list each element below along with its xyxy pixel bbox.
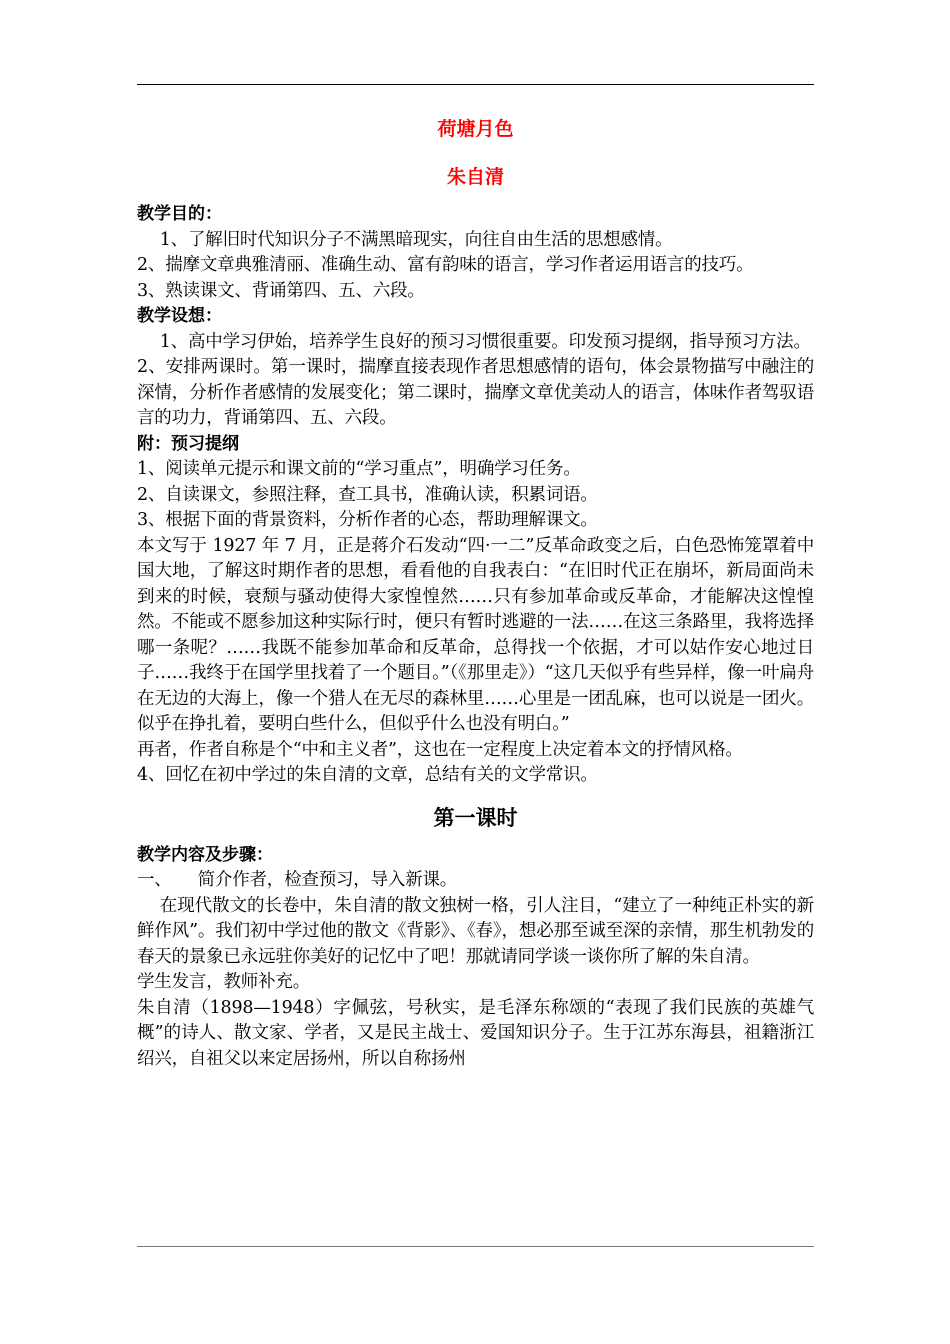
document-body (137, 116, 814, 1072)
background-paragraph: 再者，作者自称是个“中和主义者”，这也在一定程度上决定着本文的抒情风格。 (137, 739, 743, 760)
outline-item: 2、自读课文，参照注释，查工具书，准确认读，积累词语。 (137, 484, 598, 505)
lesson-heading: 教学内容及步骤： (137, 844, 273, 865)
step-number: 一、 (137, 870, 172, 890)
author-name: 朱自清 (446, 166, 504, 188)
lesson-paragraph: 在现代散文的长卷中，朱自清的散文独树一格，引人注目，“建立了一种纯正朴实的新鲜作风”。我们初中学过他的散文《背影》、《春》，想必那至诚至深的亲情，那生机勃发的春天的景象已永远驻你美好的记忆中了吧！那就请同学谈一谈你所了解的朱自清。 (137, 895, 814, 967)
design-item: 1、高中学习伊始，培养学生良好的预习习惯很重要。印发预习提纲，指导预习方法。 (159, 331, 811, 352)
outline-item: 1、阅读单元提示和课文前的“学习重点”，明确学习任务。 (137, 459, 581, 479)
outline-heading: 附：预习提纲 (137, 433, 239, 454)
goal-item: 1、了解旧时代知识分子不满黑暗现实，向往自由生活的思想感情。 (159, 229, 673, 250)
lesson-step (137, 868, 814, 894)
background-paragraph: 本文写于 1927 年 7 月，正是蒋介石发动“四·一二”反革命政变之后，白色恐怖笼罩着中国大地，了解这时期作者的思想，看看他的自我表白：“在旧时代正在崩坏，新局面尚未到来的时候，衰颓与骚动使得大家惶惶然……只有参加革命或反革命，才能解决这惶惶然。不能或不愿参加这种实际行时，便只有暂时逃避的一法……在这三条路里，我将选择哪一条呢？……我既不能参加革命和反革命，总得找一个依据，才可以姑作安心地过日子……我终于在国学里找着了一个题目。”（《那里走》）“这几天似乎有些异样，像一叶扁舟在无边的大海上，像一个猎人在无尽的森林里……心里是一团乱麻，也可以说是一团火。似乎在挣扎着，要明白些什么，但似乎什么也没有明白。” (137, 535, 814, 734)
design-item: 2、安排两课时。第一课时，揣摩直接表现作者思想感情的语句，体会景物描写中融注的深情，分析作者感情的发展变化；第二课时，揣摩文章优美动人的语言，体味作者驾驭语言的功力，背诵第四、五、六段。 (137, 357, 814, 428)
goal-item: 3、熟读课文、背诵第四、五、六段。 (137, 280, 425, 301)
step-text: 简介作者，检查预习，导入新课。 (197, 870, 458, 890)
lesson-title: 第一课时 (433, 805, 518, 830)
header-rule (137, 84, 814, 85)
document-title: 荷塘月色 (437, 118, 514, 140)
lesson-paragraph: 朱自清（1898—1948）字佩弦，号秋实，是毛泽东称颂的“表现了我们民族的英雄气概”的诗人、散文家、学者，又是民主战士、爱国知识分子。生于江苏东海县，祖籍浙江绍兴，自祖父以来定居扬州，所以自称扬州 (137, 997, 814, 1069)
goals-heading: 教学目的： (137, 204, 222, 224)
lesson-paragraph: 学生发言，教师补充。 (137, 972, 310, 992)
goal-item: 2、揣摩文章典雅清丽、准确生动、富有韵味的语言，学习作者运用语言的技巧。 (137, 255, 754, 275)
design-heading: 教学设想： (137, 306, 222, 326)
footer-rule (137, 1246, 814, 1247)
outline-item: 4、回忆在初中学过的朱自清的文章，总结有关的文学常识。 (137, 765, 598, 785)
outline-item: 3、根据下面的背景资料，分析作者的心态，帮助理解课文。 (137, 510, 598, 530)
